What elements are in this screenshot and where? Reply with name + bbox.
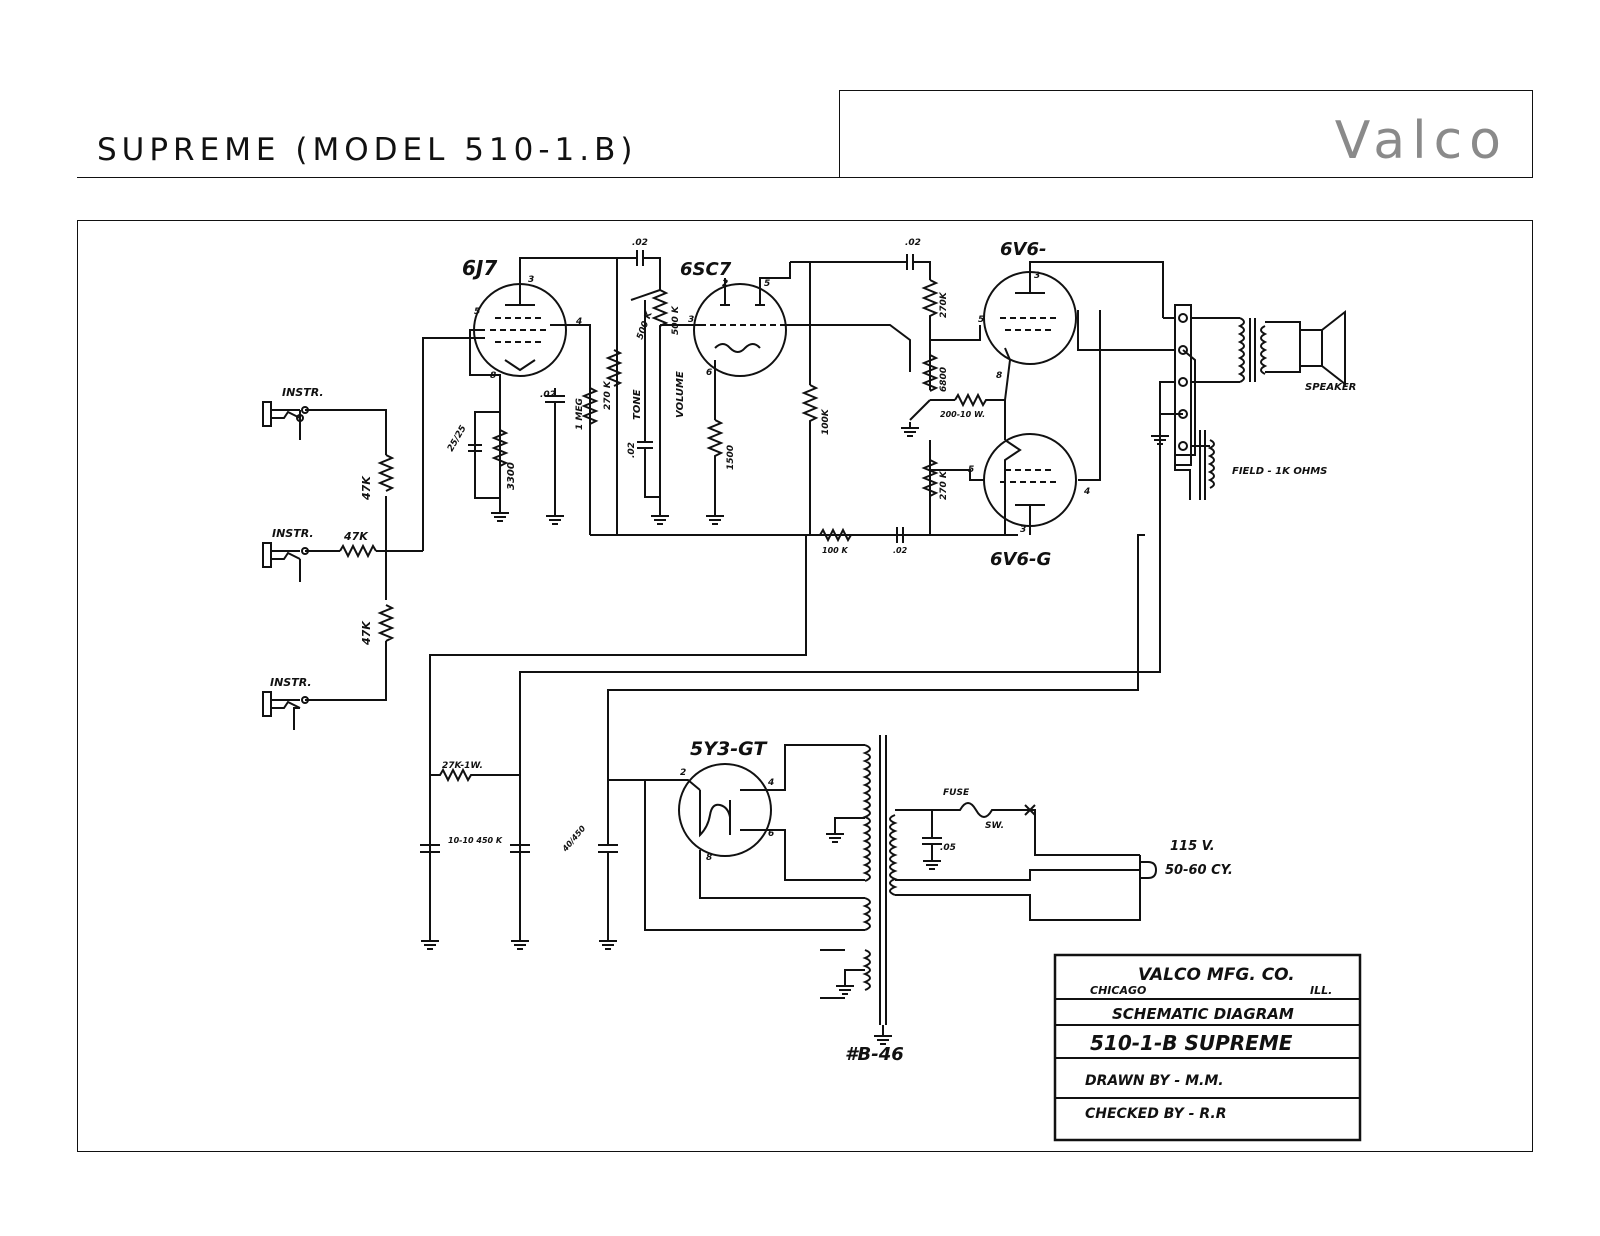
- input-jack-2: [263, 543, 308, 582]
- title-doc-type: SCHEMATIC DIAGRAM: [1112, 1005, 1294, 1023]
- pot-volume: [654, 290, 666, 510]
- label-fuse: FUSE: [943, 788, 970, 798]
- power-transformer: [865, 745, 870, 881]
- label-cap-filter: 10-10 450 K: [448, 836, 503, 845]
- pin-6v6-bot-5: 5: [968, 465, 975, 475]
- label-cap-cathode: 25/25: [445, 423, 469, 454]
- resistor-47k-mid: [340, 546, 376, 556]
- label-cap-couple2: .02: [905, 238, 921, 248]
- resistor-270k-plate1: [608, 350, 620, 386]
- label-r-270k-grid3: 270K: [939, 292, 949, 318]
- pin-6v6-top-3: 3: [1034, 271, 1041, 281]
- title-company: VALCO MFG. CO.: [1138, 965, 1295, 985]
- input-jack-3: [263, 692, 308, 730]
- label-cap-line: .05: [940, 843, 956, 853]
- title-city: CHICAGO: [1090, 984, 1147, 997]
- resistor-47k-top: [380, 455, 392, 491]
- label-6v6-bottom: 6V6-G: [990, 549, 1052, 570]
- label-speaker: SPEAKER: [1305, 382, 1357, 393]
- label-mains-frequency: 50-60 CY.: [1165, 863, 1233, 878]
- pin-6v6-bot-4: 4: [1084, 487, 1091, 497]
- label-input-3: INSTR.: [270, 676, 312, 689]
- pin-6j7-plate: 3: [528, 275, 535, 285]
- pin-5y3-2: 2: [680, 768, 687, 778]
- label-r-6800: 6800: [939, 366, 949, 392]
- label-volume: VOLUME: [675, 371, 686, 418]
- resistor-27k-1w: [430, 770, 520, 780]
- speaker-icon: [1300, 330, 1322, 366]
- label-6v6-top: 6V6-: [1000, 239, 1047, 260]
- label-6j7: 6J7: [462, 256, 498, 280]
- pin-6j7-grid: 5: [474, 307, 481, 317]
- label-r-200: 200-10 W.: [940, 410, 986, 419]
- label-field: FIELD - 1K OHMS: [1232, 466, 1328, 477]
- resistor-100k-plate2: [804, 385, 816, 535]
- label-transformer: #B-46: [845, 1044, 904, 1065]
- pin-6j7-cathode: 8: [490, 371, 497, 381]
- label-mains-voltage: 115 V.: [1170, 839, 1215, 854]
- pin-6sc7-2: 2: [722, 279, 729, 289]
- label-r-270k-plate1: 270 K: [603, 381, 613, 410]
- label-cap-screen: .02: [540, 390, 556, 400]
- title-drawn-by: DRAWN BY - M.M.: [1085, 1073, 1224, 1089]
- label-r-3300: 3300: [506, 462, 517, 490]
- label-tone: TONE: [632, 389, 643, 420]
- resistor-200: [955, 395, 1005, 405]
- label-r-47k-mid: 47K: [344, 530, 368, 543]
- cap-couple-02: [617, 250, 660, 290]
- pin-6j7-screen: 4: [576, 317, 583, 327]
- pin-5y3-4: 4: [768, 778, 775, 788]
- brand-logo: Valco: [1334, 111, 1508, 171]
- title-checked-by: CHECKED BY - R.R: [1085, 1106, 1227, 1122]
- title-model: 510-1-B SUPREME: [1090, 1031, 1293, 1055]
- label-6sc7: 6SC7: [680, 259, 732, 280]
- label-r-47k-top: 47K: [360, 476, 373, 500]
- label-volume-pot: 500 K: [671, 306, 681, 335]
- output-transformer: [1240, 318, 1244, 382]
- resistor-1500: [709, 420, 721, 510]
- label-r-27k: 27K-1W.: [442, 761, 483, 771]
- pin-6sc7-6: 6: [706, 368, 713, 378]
- tube-5y3gt: [679, 764, 771, 856]
- pin-6v6-bot-3: 3: [1020, 525, 1027, 535]
- label-cap-rect: 40/450: [560, 823, 588, 854]
- label-cap-tone: .02: [627, 442, 637, 458]
- pin-6v6-top-8: 8: [996, 371, 1003, 381]
- label-cap-couple3: .02: [893, 546, 908, 555]
- label-cap-couple1: .02: [632, 238, 648, 248]
- label-input-1: INSTR.: [282, 386, 324, 399]
- label-5y3gt: 5Y3-GT: [690, 738, 767, 760]
- pin-6sc7-5: 5: [764, 279, 771, 289]
- pin-5y3-6: 6: [768, 829, 775, 839]
- input-jack-1: [263, 402, 308, 440]
- resistor-47k-bot: [380, 605, 392, 641]
- label-r-1meg: 1 MEG: [575, 398, 585, 430]
- tube-6sc7: [694, 284, 786, 376]
- label-r-270k-grid4: 270 K: [939, 471, 949, 500]
- title-state: ILL.: [1310, 984, 1333, 997]
- resistor-270k-grid3: [924, 280, 936, 340]
- label-input-2: INSTR.: [272, 527, 314, 540]
- pin-5y3-8: 8: [706, 853, 713, 863]
- resistor-100k-decouple: [810, 530, 880, 540]
- page-title: SUPREME (MODEL 510-1.B): [97, 132, 638, 168]
- label-tone-pot: 500 K: [635, 310, 655, 342]
- label-r-100k-plate2: 100K: [821, 409, 831, 435]
- label-r-1500: 1500: [726, 444, 736, 470]
- pin-6v6-top-5: 5: [978, 315, 985, 325]
- pin-6sc7-3: 3: [688, 315, 695, 325]
- label-r-100k-decouple: 100 K: [822, 546, 848, 555]
- label-switch: SW.: [985, 821, 1005, 831]
- label-r-47k-bot: 47K: [360, 621, 373, 645]
